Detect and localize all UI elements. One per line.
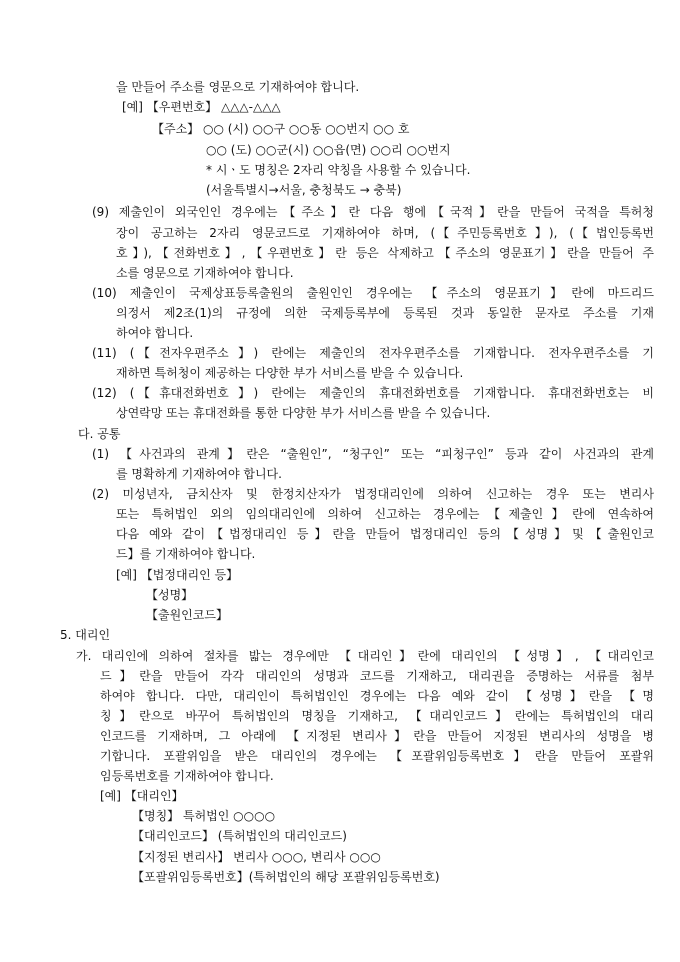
example-field-line: 【포괄위임등록번호】(특허법인의 해당 포괄위임등록번호) <box>132 870 440 884</box>
agent-item-line: 칭】란으로 바꾸어 특허법인의 명칭을 기재하고, 【대리인코드】란에는 특허법인의 대리 <box>100 709 654 723</box>
item-12-line: 상연락망 또는 휴대전화를 통한 다양한 부가 서비스를 받을 수 있습니다. <box>116 406 491 420</box>
example-field-line: 【대리인코드】 (특허법인의 대리인코드) <box>132 829 347 843</box>
example-field-line: 【성명】 <box>146 588 194 602</box>
agent-item-line: 드】란을 만들어 각각 대리인의 성명과 코드를 기재하고, 대리권을 증명하는 서류를 첨부 <box>100 669 654 683</box>
item-11-line: 재하면 특허청이 제공하는 다양한 부가 서비스를 받을 수 있습니다. <box>116 366 464 380</box>
common-item-2-line: 또는 특허법인 외의 임의대리인에 의하여 신고하는 경우에는【제출인】란에 연속하여 <box>116 507 654 521</box>
item-12-line: (12) (【휴대전화번호】) 란에는 제출인의 휴대전화번호를 기재합니다. 휴대전화번호는 비 <box>92 386 654 400</box>
example-field-line: 【지정된 변리사】 변리사 ○○○, 변리사 ○○○ <box>132 850 381 864</box>
agent-item-line: 인코드를 기재하며, 그 아래에 【지정된 변리사】란을 만들어 지정된 변리사의 성명을 병 <box>100 729 654 743</box>
item-9-line: 호】),【전화번호】,【우편번호】란 등은 삭제하고【주소의 영문표기】란을 만들어 주 <box>116 246 654 260</box>
example-field-line: 【명칭】 특허법인 ○○○○ <box>132 809 276 823</box>
note-line: (서울특별시→서울, 충청북도 → 충북) <box>206 183 402 197</box>
item-9-line: (9) 제출인이 외국인인 경우에는【주소】란 다음 행에【국적】란을 만들어 국적을 특허청 <box>92 205 654 219</box>
text-line: 을 만들어 주소를 영문으로 기재하여야 합니다. <box>116 80 360 94</box>
example-label-line: [예] 【우편번호】 △△△-△△△ <box>122 100 281 114</box>
common-item-1-line: 를 명확하게 기재하여야 합니다. <box>116 467 282 481</box>
address-example-line: ○○ (도) ○○군(시) ○○읍(면) ○○리 ○○번지 <box>206 143 451 157</box>
note-line: * 시ㆍ도 명칭은 2자리 약칭을 사용할 수 있습니다. <box>206 163 471 177</box>
example-label-line: [예] 【대리인】 <box>100 789 184 803</box>
item-9-line: 장이 공고하는 2자리 영문코드로 기재하여야 하며, (【주민등록번호】), (【법인등록번 <box>116 226 654 240</box>
item-10-line: 하여야 합니다. <box>116 326 194 340</box>
agent-item-line: 임등록번호를 기재하여야 합니다. <box>100 769 274 783</box>
item-10-line: 의정서 제2조(1)의 규정에 의한 국제등록부에 등록된 것과 동일한 문자로 주소를 기재 <box>116 306 654 320</box>
agent-item-line: 가. 대리인에 의하여 절차를 밟는 경우에만 【대리인】란에 대리인의 【성명】, 【대리인코 <box>76 649 654 663</box>
agent-item-line: 하여야 합니다. 다만, 대리인이 특허법인인 경우에는 다음 예와 같이 【성명】란을 【명 <box>100 689 654 703</box>
common-item-2-line: (2) 미성년자, 금치산자 및 한정치산자가 법정대리인에 의하여 신고하는 경우 또는 변리사 <box>92 487 654 501</box>
item-11-line: (11) (【전자우편주소】) 란에는 제출인의 전자우편주소를 기재합니다. 전자우편주소를 기 <box>92 346 654 360</box>
example-field-line: 【출원인코드】 <box>146 608 228 622</box>
agent-item-line: 기합니다. 포괄위임을 받은 대리인의 경우에는 【포괄위임등록번호】란을 만들어 포괄위 <box>100 749 654 763</box>
common-item-2-line: 드】를 기재하여야 합니다. <box>116 547 256 561</box>
address-example-line: 【주소】 ○○ (시) ○○구 ○○동 ○○번지 ○○ 호 <box>152 122 410 136</box>
section-heading: 다. 공통 <box>78 427 121 441</box>
item-10-line: (10) 제출인이 국제상표등록출원의 출원인인 경우에는 【주소의 영문표기】란에 마드리드 <box>92 286 654 300</box>
common-item-2-line: 다음 예와 같이【법정대리인 등】란을 만들어 법정대리인 등의【성명】및【출원인코 <box>116 527 654 541</box>
example-label-line: [예] 【법정대리인 등】 <box>116 568 239 582</box>
common-item-1-line: (1) 【사건과의 관계】란은 “출원인”, “청구인” 또는 “피청구인” 등과 같이 사건과의 관계 <box>92 447 654 461</box>
item-9-line: 소를 영문으로 기재하여야 합니다. <box>116 266 294 280</box>
chapter-heading: 5. 대리인 <box>60 628 111 642</box>
